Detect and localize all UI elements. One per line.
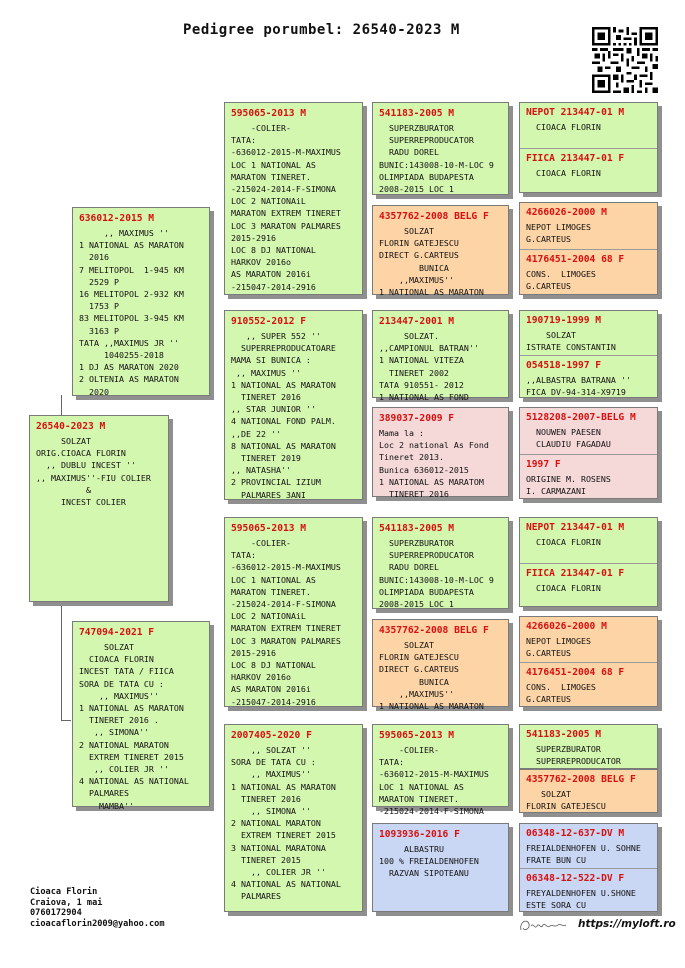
ring-number: 4266026-2000 M xyxy=(526,207,607,218)
connector-line xyxy=(364,805,365,823)
pigeon-notes: FREYALDENHOFEN U.SHONE ESTE SORA CU xyxy=(526,888,636,911)
ring-number: 190719-1999 M xyxy=(526,315,602,326)
ring-number: 213447-2001 M xyxy=(379,316,455,327)
ring-number: 747094-2021 F xyxy=(79,627,155,638)
pigeon-notes: SUPERZBURATOR SUPERREPRODUCATOR xyxy=(535,744,621,767)
pigeon-notes: ,, MAXIMUS '' 1 NATIONAL AS MARATON 2016 7 MELITOPOL 1-945 KM 2529 P 16 MELITOPOL 2-932 KM 1753 P 83 MELITOPOL 3-945 KM 3163 P TATA ,,MAXIMUS JR '' 1040255-2018 1 DJ AS MARATON 2020 2 OLTENIA AS MARATON 2020 xyxy=(79,228,184,397)
qr-code xyxy=(592,27,658,93)
pigeon-card-great-grandparent xyxy=(372,310,509,403)
pigeon-pair-card xyxy=(519,616,658,707)
ring-number: 4357762-2008 BELG F xyxy=(526,774,636,785)
ring-number: 389037-2009 F xyxy=(379,413,455,424)
pigeon-notes: SUPERZBURATOR SUPERREPRODUCATOR RADU DOREL BUNIC:143008-10-M-LOC 9 OLIMPIADA BUDAPESTA 2008-2015 LOC 1 xyxy=(379,123,494,195)
website-link[interactable]: https://myloft.ro xyxy=(578,918,676,930)
pigeon-pair-card xyxy=(519,310,658,398)
pigeon-notes: SOLZAT CIOACA FLORIN INCEST TATA / FIICA SORA DE TATA CU : ,, MAXIMUS'' 1 NATIONAL AS MARATON TINERET 2016 . ,, SIMONA'' 2 NATIONAL MARATON EXTREM TINERET 2015 ,, COLIER JR '' 4 NATIONAL AS NATIONAL PALMARES MAMBA'' xyxy=(79,642,189,811)
pigeon-pair-card xyxy=(519,202,658,295)
ring-number: 4357762-2008 BELG F xyxy=(379,625,489,636)
pigeon-card-sire-dam xyxy=(224,310,363,500)
pigeon-pair-card xyxy=(519,823,658,912)
pigeon-notes: SOLZAT FLORIN GATEJESCU DIRECT G.CARTEUS BUNICA ,,MAXIMUS'' 1 NATIONAL AS MARATON xyxy=(379,640,484,712)
pigeon-pair-card xyxy=(519,724,658,769)
ring-number: 1093936-2016 F xyxy=(379,829,460,840)
pigeon-card-great-grandparent xyxy=(372,102,509,195)
ring-number: 054518-1997 F xyxy=(526,360,602,371)
pigeon-card-dam-dam xyxy=(224,724,363,912)
pigeon-notes: ,, SUPER 552 '' SUPERREPRODUCATOARE MAMA SI BUNICA : ,, MAXIMUS '' 1 NATIONAL AS MARATON TINERET 2016 ,, STAR JUNIOR '' 4 NATIONAL FOND PALM. ,,DE 22 '' 8 NATIONAL AS MARATON TINERET 2019 ,, NATASHA'' 2 PROVINCIAL IZIUM PALMARES 3ANI xyxy=(231,331,336,500)
pigeon-card-dam xyxy=(72,621,210,811)
pigeon-notes: SOLZAT ISTRATE CONSTANTIN xyxy=(526,330,616,353)
pigeon-card-sire-sire xyxy=(224,102,363,295)
pigeon-notes: ALBASTRU 100 % FREIALDENHOFEN RAZVAN SIPOTEANU xyxy=(379,844,479,879)
ring-number: 541183-2005 M xyxy=(379,108,455,119)
pigeon-notes: ORIGINE M. ROSENS I. CARMAZANI xyxy=(526,474,611,497)
ring-number: 4176451-2004 68 F xyxy=(526,667,625,678)
ring-number: 910552-2012 F xyxy=(231,316,307,327)
pigeon-notes: CIOACA FLORIN xyxy=(526,168,601,178)
ring-number: FIICA 213447-01 F xyxy=(526,568,625,579)
pigeon-notes: CIOACA FLORIN xyxy=(526,537,601,547)
ring-number: 595065-2013 M xyxy=(231,523,307,534)
pigeon-notes: -COLIER- TATA: -636012-2015-M-MAXIMUS LOC 1 NATIONAL AS MARATON TINERET. -215024-2014-F-SIMONA LOC 2 NATIONAiL MARATON EXTREM TINERET LOC 3 MARATON PALMARES 2015-2916 LOC 8 DJ NATIONAL HARKOV 2016o AS MARATON 2016i -215047-2014-2916 xyxy=(231,538,341,707)
pigeon-notes: SOLZAT. ,,CAMPIONUL BATRAN'' 1 NATIONAL VITEZA TINERET 2002 TATA 910551- 2012 1 NATIONAL AS FOND xyxy=(379,331,479,403)
pigeon-pair-card xyxy=(519,769,658,813)
pigeon-notes: ,, SOLZAT '' SORA DE TATA CU : ,, MAXIMUS'' 1 NATIONAL AS MARATON TINERET 2016 ,, SIMONA '' 2 NATIONAL MARATON EXTREM TINERET 2015 3 NATIONAL MARATONA TINERET 2015 ,, COLIER JR '' 4 NATIONAL AS NATIONAL PALMARES xyxy=(231,745,341,902)
pigeon-notes: CONS. LIMOGES G.CARTEUS xyxy=(526,682,596,705)
pigeon-notes: CIOACA FLORIN xyxy=(526,122,601,132)
ring-number: 541183-2005 M xyxy=(379,523,455,534)
connector-line xyxy=(61,720,71,721)
ring-number: 636012-2015 M xyxy=(79,213,155,224)
page-title: Pedigree porumbel: 26540-2023 M xyxy=(183,22,460,38)
pigeon-notes: CONS. LIMOGES G.CARTEUS xyxy=(526,269,596,292)
signature xyxy=(517,914,569,938)
pigeon-card-great-grandparent xyxy=(372,517,509,609)
connector-line xyxy=(210,305,211,323)
connector-line xyxy=(364,195,365,207)
pigeon-card-great-grandparent xyxy=(372,619,509,712)
connector-line xyxy=(364,608,365,622)
connector-line xyxy=(364,395,365,409)
ring-number: 595065-2013 M xyxy=(231,108,307,119)
pigeon-card-great-grandparent xyxy=(372,407,509,500)
pigeon-notes: SUPERZBURATOR SUPERREPRODUCATOR RADU DOREL BUNIC:143008-10-M-LOC 9 OLIMPIADA BUDAPESTA 2008-2015 LOC 1 xyxy=(379,538,494,610)
ring-number: 1997 F xyxy=(526,459,561,470)
connector-line xyxy=(61,600,62,720)
pigeon-notes: NOUWEN PAESEN CLAUDIU FAGADAU xyxy=(535,427,611,450)
pigeon-notes: NEPOT LIMOGES G.CARTEUS xyxy=(526,636,591,659)
ring-number: 595065-2013 M xyxy=(379,730,455,741)
pigeon-card-dam-sire xyxy=(224,517,363,707)
ring-number: 06348-12-522-DV F xyxy=(526,873,625,884)
ring-number: 541183-2005 M xyxy=(526,729,602,740)
pigeon-notes: Mama la : Loc 2 national As Fond Tineret 2013. Bunica 636012-2015 1 NATIONAL AS MARATOM TINERET 2016 xyxy=(379,428,489,500)
pigeon-card-great-grandparent xyxy=(372,205,509,298)
pigeon-notes: SOLZAT FLORIN GATEJESCU xyxy=(526,789,606,812)
pigeon-notes: SOLZAT ORIG.CIOACA FLORIN ,, DUBLU INCEST '' ,, MAXIMUS''-FIU COLIER & INCEST COLIER xyxy=(36,436,151,508)
pigeon-card-great-grandparent xyxy=(372,724,509,817)
ring-number: 26540-2023 M xyxy=(36,421,106,432)
pigeon-notes: SOLZAT FLORIN GATEJESCU DIRECT G.CARTEUS BUNICA ,,MAXIMUS'' 1 NATIONAL AS MARATON xyxy=(379,226,484,298)
pigeon-card-subject xyxy=(29,415,169,602)
pigeon-notes: NEPOT LIMOGES G.CARTEUS xyxy=(526,222,591,245)
pigeon-pair-card xyxy=(519,407,658,499)
connector-line xyxy=(61,395,62,415)
pigeon-notes: ,,ALBASTRA BATRANA '' FICA DV-94-314-X9719 xyxy=(526,375,631,398)
ring-number: 4266026-2000 M xyxy=(526,621,607,632)
pigeon-notes: -COLIER- TATA: -636012-2015-M-MAXIMUS LOC 1 NATIONAL AS MARATON TINERET. -215024-2014-F-SIMONA xyxy=(379,745,489,817)
ring-number: 4176451-2004 68 F xyxy=(526,254,625,265)
ring-number: NEPOT 213447-01 M xyxy=(526,107,625,118)
pigeon-notes: FREIALDENHOFEN U. SOHNE FRATE BUN CU xyxy=(526,843,641,866)
connector-line xyxy=(210,705,211,727)
pigeon-pair-card xyxy=(519,517,658,607)
pigeon-card-sire xyxy=(72,207,210,396)
ring-number: 2007405-2020 F xyxy=(231,730,312,741)
pigeon-pair-card xyxy=(519,102,658,193)
ring-number: 06348-12-637-DV M xyxy=(526,828,625,839)
ring-number: NEPOT 213447-01 M xyxy=(526,522,625,533)
pigeon-card-great-grandparent xyxy=(372,823,509,912)
pigeon-notes: CIOACA FLORIN xyxy=(526,583,601,593)
ring-number: 4357762-2008 BELG F xyxy=(379,211,489,222)
owner-contact: Cioaca Florin Craiova, 1 mai 0760172904 cioacaflorin2009@yahoo.com xyxy=(30,887,165,929)
ring-number: 5128208-2007-BELG M xyxy=(526,412,636,423)
ring-number: FIICA 213447-01 F xyxy=(526,153,625,164)
pigeon-notes: -COLIER- TATA: -636012-2015-M-MAXIMUS LOC 1 NATIONAL AS MARATON TINERET. -215024-2014-F-SIMONA LOC 2 NATIONAiL MARATON EXTREM TINERET LOC 3 MARATON PALMARES 2015-2916 LOC 8 DJ NATIONAL HARKOV 2016o AS MARATON 2016i -215047-2014-2916 xyxy=(231,123,341,292)
